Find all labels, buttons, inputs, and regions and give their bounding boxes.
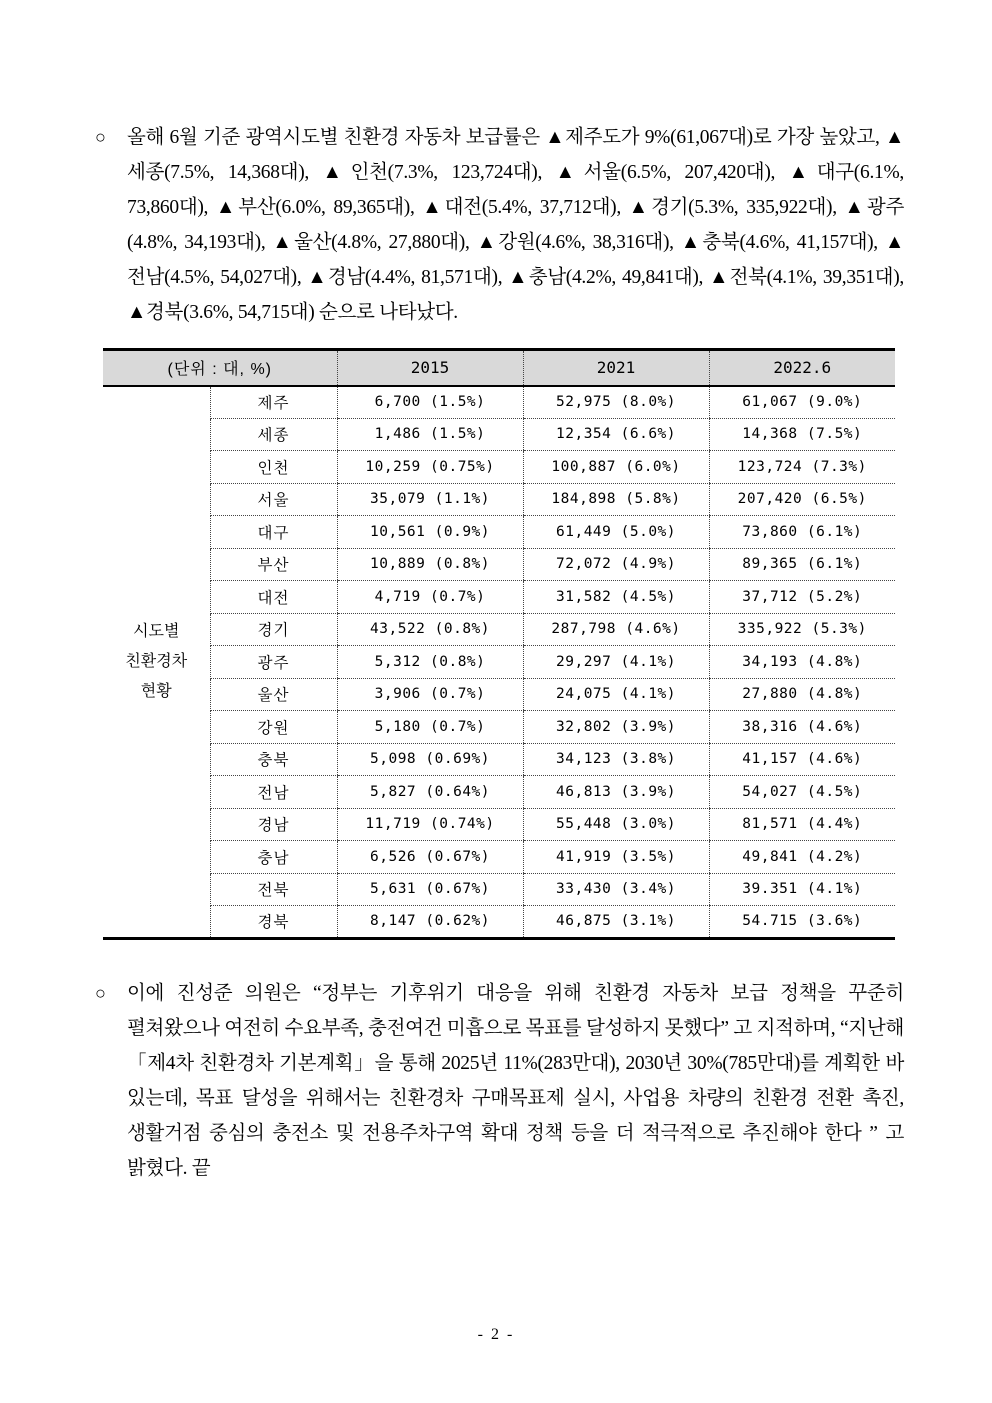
region-cell: 대구 bbox=[210, 516, 337, 549]
value-2015-cell: 35,079 (1.1%) bbox=[337, 483, 523, 516]
column-header-2022-6: 2022.6 bbox=[709, 350, 895, 386]
value-2022-6-cell: 49,841 (4.2%) bbox=[709, 841, 895, 874]
table-row bbox=[103, 873, 895, 906]
value-2022-6-cell: 41,157 (4.6%) bbox=[709, 743, 895, 776]
column-header-2015: 2015 bbox=[337, 350, 523, 386]
value-2015-cell: 8,147 (0.62%) bbox=[337, 906, 523, 939]
value-2015-cell: 10,561 (0.9%) bbox=[337, 516, 523, 549]
table-body bbox=[103, 386, 895, 939]
value-2021-cell: 72,072 (4.9%) bbox=[523, 548, 709, 581]
value-2021-cell: 24,075 (4.1%) bbox=[523, 678, 709, 711]
bullet-circle-icon: ○ bbox=[95, 982, 106, 1003]
region-cell: 충북 bbox=[210, 743, 337, 776]
value-2022-6-cell: 73,860 (6.1%) bbox=[709, 516, 895, 549]
value-2022-6-cell: 335,922 (5.3%) bbox=[709, 613, 895, 646]
value-2021-cell: 46,813 (3.9%) bbox=[523, 776, 709, 809]
value-2015-cell: 10,889 (0.8%) bbox=[337, 548, 523, 581]
value-2022-6-cell: 89,365 (6.1%) bbox=[709, 548, 895, 581]
value-2022-6-cell: 14,368 (7.5%) bbox=[709, 418, 895, 451]
region-cell: 경북 bbox=[210, 906, 337, 939]
table-row bbox=[103, 483, 895, 516]
table-row bbox=[103, 841, 895, 874]
paragraph-statement bbox=[95, 976, 904, 1186]
region-cell: 세종 bbox=[210, 418, 337, 451]
column-header-2021: 2021 bbox=[523, 350, 709, 386]
value-2021-cell: 55,448 (3.0%) bbox=[523, 808, 709, 841]
table-row bbox=[103, 548, 895, 581]
value-2015-cell: 6,526 (0.67%) bbox=[337, 841, 523, 874]
value-2022-6-cell: 34,193 (4.8%) bbox=[709, 646, 895, 679]
value-2021-cell: 61,449 (5.0%) bbox=[523, 516, 709, 549]
table-row bbox=[103, 581, 895, 614]
page-number: - 2 - bbox=[477, 1326, 515, 1343]
region-cell: 인천 bbox=[210, 451, 337, 484]
table-header bbox=[103, 350, 895, 386]
value-2022-6-cell: 37,712 (5.2%) bbox=[709, 581, 895, 614]
table-row bbox=[103, 451, 895, 484]
table-row bbox=[103, 418, 895, 451]
value-2021-cell: 46,875 (3.1%) bbox=[523, 906, 709, 939]
value-2015-cell: 5,827 (0.64%) bbox=[337, 776, 523, 809]
value-2015-cell: 10,259 (0.75%) bbox=[337, 451, 523, 484]
value-2021-cell: 184,898 (5.8%) bbox=[523, 483, 709, 516]
region-cell: 강원 bbox=[210, 711, 337, 744]
table-row bbox=[103, 808, 895, 841]
table-row bbox=[103, 776, 895, 809]
value-2015-cell: 6,700 (1.5%) bbox=[337, 386, 523, 419]
table-header-row bbox=[103, 350, 895, 386]
table-row bbox=[103, 678, 895, 711]
value-2015-cell: 3,906 (0.7%) bbox=[337, 678, 523, 711]
value-2015-cell: 5,180 (0.7%) bbox=[337, 711, 523, 744]
value-2021-cell: 100,887 (6.0%) bbox=[523, 451, 709, 484]
region-cell: 충남 bbox=[210, 841, 337, 874]
region-cell: 서울 bbox=[210, 483, 337, 516]
value-2022-6-cell: 54,027 (4.5%) bbox=[709, 776, 895, 809]
table-row bbox=[103, 646, 895, 679]
value-2015-cell: 4,719 (0.7%) bbox=[337, 581, 523, 614]
region-cell: 제주 bbox=[210, 386, 337, 419]
region-cell: 울산 bbox=[210, 678, 337, 711]
paragraph-supply-rates-text: 올해 6월 기준 광역시도별 친환경 자동차 보급률은 ▲제주도가 9%(61,067대)로 가장 높았고, ▲세종(7.5%, 14,368대), ▲인천(7.3%, 123,724대), ▲서울(6.5%, 207,420대), ▲대구(6.1%, 73,860대), ▲부산(6.0%, 89,365대), ▲대전(5.4%, 37,712대), ▲경기(5.3%, 335,922대), ▲광주(4.8%, 34,193대), ▲울산(4.8%, 27,880대), ▲강원(4.6%, 38,316대), ▲충북(4.6%, 41,157대), ▲전남(4.5%, 54,027대), ▲경남(4.4%, 81,571대), ▲충남(4.2%, 49,841대), ▲전북(4.1%, 39,351대), ▲경북(3.6%, 54,715대) 순으로 나타났다. bbox=[127, 127, 904, 323]
value-2021-cell: 52,975 (8.0%) bbox=[523, 386, 709, 419]
paragraph-supply-rates bbox=[95, 0, 904, 330]
table-row bbox=[103, 386, 895, 419]
region-cell: 경남 bbox=[210, 808, 337, 841]
eco-vehicle-table bbox=[103, 348, 895, 940]
value-2022-6-cell: 81,571 (4.4%) bbox=[709, 808, 895, 841]
value-2021-cell: 41,919 (3.5%) bbox=[523, 841, 709, 874]
bullet-circle-icon: ○ bbox=[95, 127, 106, 147]
table-row bbox=[103, 613, 895, 646]
unit-label-cell: (단위 : 대, %) bbox=[103, 350, 337, 386]
value-2021-cell: 34,123 (3.8%) bbox=[523, 743, 709, 776]
value-2021-cell: 32,802 (3.9%) bbox=[523, 711, 709, 744]
value-2015-cell: 1,486 (1.5%) bbox=[337, 418, 523, 451]
value-2021-cell: 287,798 (4.6%) bbox=[523, 613, 709, 646]
value-2015-cell: 5,312 (0.8%) bbox=[337, 646, 523, 679]
table-row bbox=[103, 743, 895, 776]
value-2022-6-cell: 38,316 (4.6%) bbox=[709, 711, 895, 744]
row-group-label: 시도별 친환경차 현황 bbox=[103, 386, 210, 939]
region-cell: 광주 bbox=[210, 646, 337, 679]
value-2015-cell: 5,631 (0.67%) bbox=[337, 873, 523, 906]
value-2022-6-cell: 123,724 (7.3%) bbox=[709, 451, 895, 484]
value-2022-6-cell: 61,067 (9.0%) bbox=[709, 386, 895, 419]
value-2022-6-cell: 207,420 (6.5%) bbox=[709, 483, 895, 516]
value-2015-cell: 11,719 (0.74%) bbox=[337, 808, 523, 841]
region-cell: 경기 bbox=[210, 613, 337, 646]
value-2022-6-cell: 39.351 (4.1%) bbox=[709, 873, 895, 906]
value-2015-cell: 43,522 (0.8%) bbox=[337, 613, 523, 646]
table-row bbox=[103, 711, 895, 744]
value-2022-6-cell: 54.715 (3.6%) bbox=[709, 906, 895, 939]
region-cell: 전북 bbox=[210, 873, 337, 906]
region-cell: 대전 bbox=[210, 581, 337, 614]
value-2021-cell: 31,582 (4.5%) bbox=[523, 581, 709, 614]
value-2021-cell: 33,430 (3.4%) bbox=[523, 873, 709, 906]
value-2021-cell: 29,297 (4.1%) bbox=[523, 646, 709, 679]
region-cell: 부산 bbox=[210, 548, 337, 581]
value-2015-cell: 5,098 (0.69%) bbox=[337, 743, 523, 776]
value-2022-6-cell: 27,880 (4.8%) bbox=[709, 678, 895, 711]
table-row bbox=[103, 906, 895, 939]
value-2021-cell: 12,354 (6.6%) bbox=[523, 418, 709, 451]
paragraph-statement-text: 이에 진성준 의원은 “정부는 기후위기 대응을 위해 친환경 자동차 보급 정책을 꾸준히 펼쳐왔으나 여전히 수요부족, 충전여건 미흡으로 목표를 달성하지 못했다” 고 지적하며, “지난해 「제4차 친환경차 기본계획」을 통해 2025년 11%(283만대), 2030년 30%(785만대)를 계획한 바 있는데, 목표 달성을 위해서는 친환경차 구매목표제 실시, 사업용 차량의 친환경 전환 촉진, 생활거점 중심의 충전소 및 전용주차구역 확대 정책 등을 더 적극적으로 추진해야 한다 ” 고 밝혔다. 끝 bbox=[127, 982, 904, 1179]
region-cell: 전남 bbox=[210, 776, 337, 809]
table-row bbox=[103, 516, 895, 549]
